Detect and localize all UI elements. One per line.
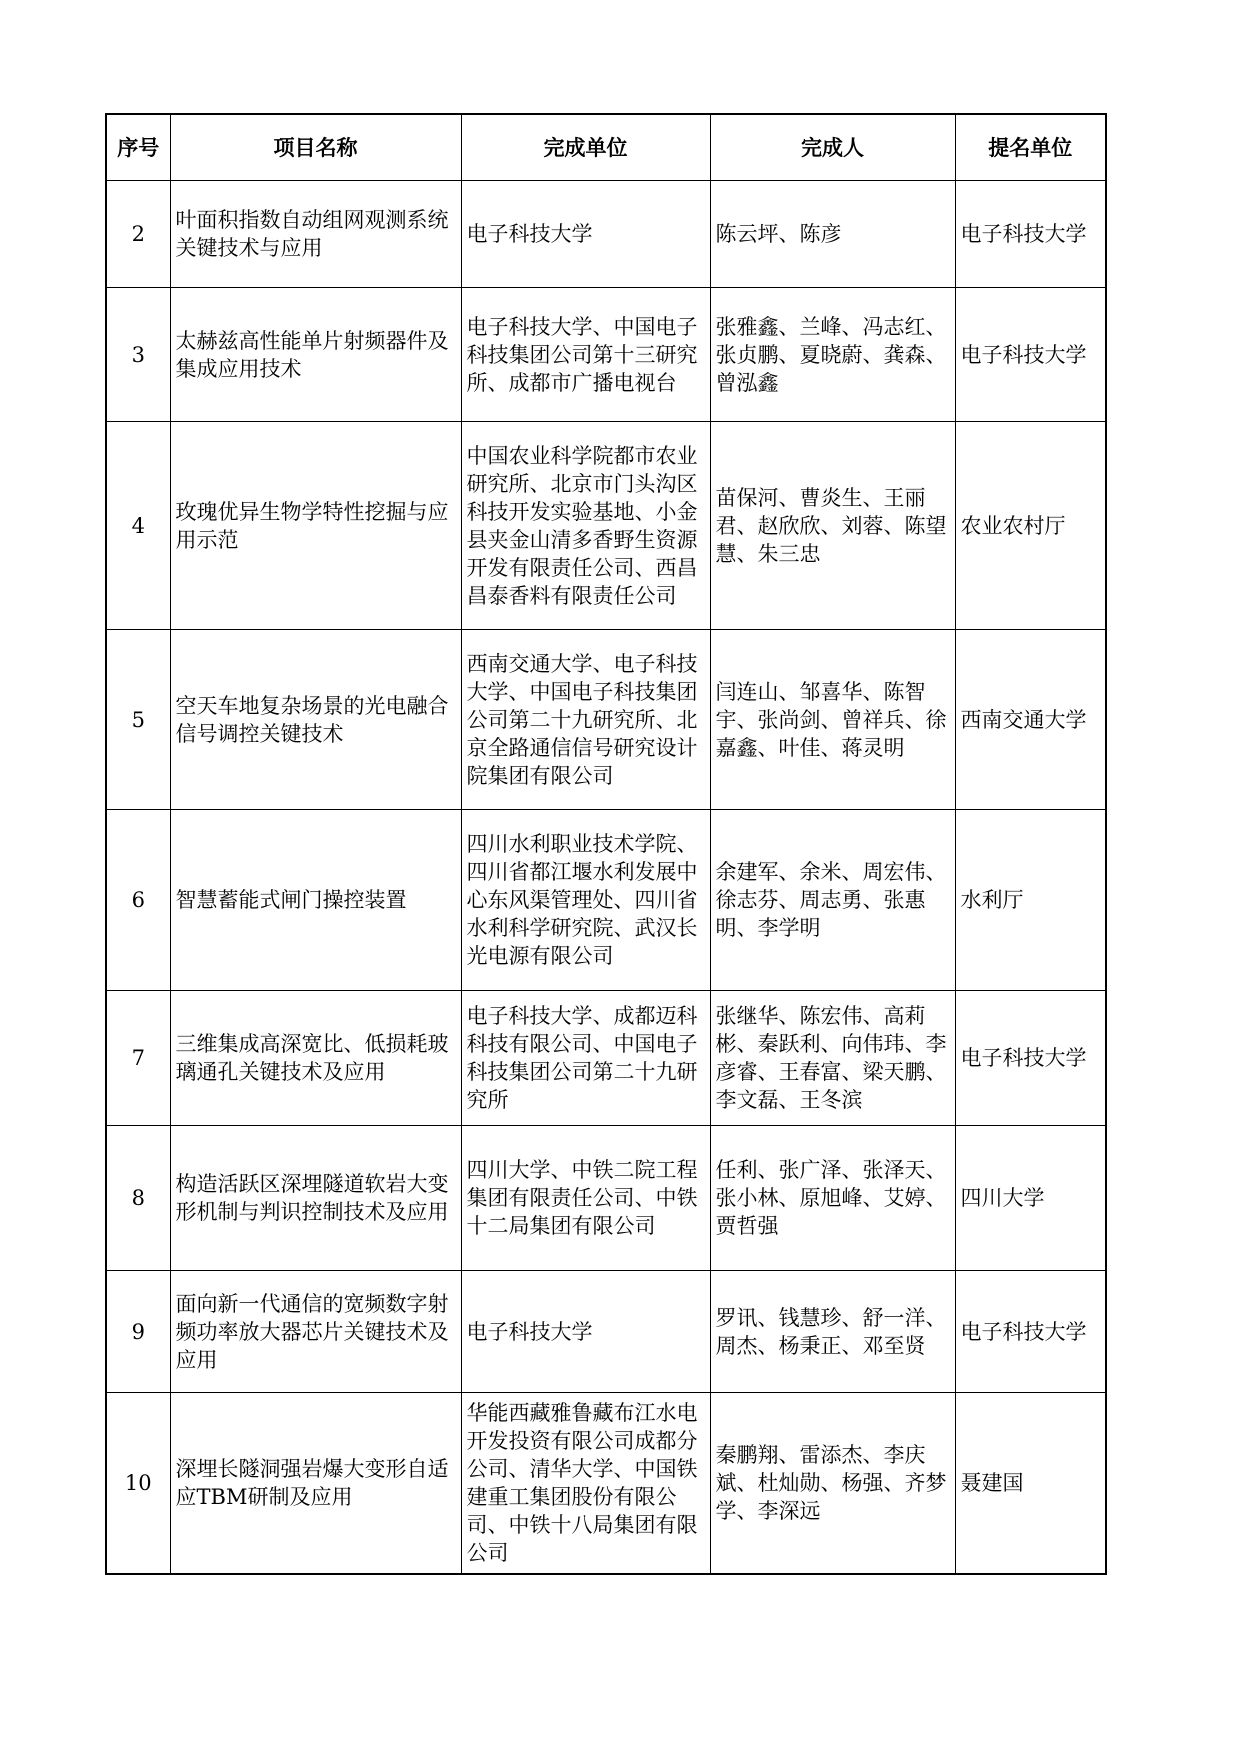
cell-completers: 罗讯、钱慧珍、舒一洋、周杰、杨秉正、邓至贤 <box>710 1271 955 1393</box>
cell-project-name: 三维集成高深宽比、低损耗玻璃通孔关键技术及应用 <box>170 991 461 1126</box>
cell-serial-number: 9 <box>106 1271 170 1393</box>
cell-nominating-unit: 农业农村厅 <box>955 422 1106 630</box>
cell-serial-number: 8 <box>106 1126 170 1271</box>
cell-completing-units: 电子科技大学、成都迈科科技有限公司、中国电子科技集团公司第二十九研究所 <box>461 991 710 1126</box>
cell-project-name: 深埋长隧洞强岩爆大变形自适应TBM研制及应用 <box>170 1393 461 1574</box>
table-row <box>106 991 1106 1126</box>
cell-nominating-unit: 聂建国 <box>955 1393 1106 1574</box>
cell-serial-number: 7 <box>106 991 170 1126</box>
cell-completing-units: 电子科技大学 <box>461 1271 710 1393</box>
cell-serial-number: 4 <box>106 422 170 630</box>
cell-serial-number: 6 <box>106 810 170 991</box>
cell-project-name: 智慧蓄能式闸门操控装置 <box>170 810 461 991</box>
cell-project-name: 叶面积指数自动组网观测系统关键技术与应用 <box>170 181 461 288</box>
table-row <box>106 422 1106 630</box>
cell-completing-units: 四川大学、中铁二院工程集团有限责任公司、中铁十二局集团有限公司 <box>461 1126 710 1271</box>
cell-completing-units: 电子科技大学 <box>461 181 710 288</box>
header-project-name: 项目名称 <box>170 114 461 181</box>
cell-nominating-unit: 电子科技大学 <box>955 288 1106 422</box>
cell-completers: 余建军、余米、周宏伟、徐志芬、周志勇、张惠明、李学明 <box>710 810 955 991</box>
table-row <box>106 1393 1106 1574</box>
cell-project-name: 太赫兹高性能单片射频器件及集成应用技术 <box>170 288 461 422</box>
cell-nominating-unit: 电子科技大学 <box>955 181 1106 288</box>
cell-nominating-unit: 电子科技大学 <box>955 991 1106 1126</box>
cell-completing-units: 四川水利职业技术学院、四川省都江堰水利发展中心东风渠管理处、四川省水利科学研究院、武汉长光电源有限公司 <box>461 810 710 991</box>
table-row <box>106 630 1106 810</box>
cell-project-name: 构造活跃区深埋隧道软岩大变形机制与判识控制技术及应用 <box>170 1126 461 1271</box>
cell-completers: 闫连山、邹喜华、陈智宇、张尚剑、曾祥兵、徐嘉鑫、叶佳、蒋灵明 <box>710 630 955 810</box>
cell-completers: 张继华、陈宏伟、高莉彬、秦跃利、向伟玮、李彦睿、王春富、梁天鹏、李文磊、王冬滨 <box>710 991 955 1126</box>
cell-completers: 秦鹏翔、雷添杰、李庆斌、杜灿勋、杨强、齐梦学、李深远 <box>710 1393 955 1574</box>
cell-completers: 陈云坪、陈彦 <box>710 181 955 288</box>
table-row <box>106 1126 1106 1271</box>
header-completers: 完成人 <box>710 114 955 181</box>
cell-nominating-unit: 西南交通大学 <box>955 630 1106 810</box>
cell-project-name: 玫瑰优异生物学特性挖掘与应用示范 <box>170 422 461 630</box>
cell-nominating-unit: 四川大学 <box>955 1126 1106 1271</box>
award-projects-table <box>105 113 1107 1575</box>
table-row <box>106 181 1106 288</box>
cell-serial-number: 10 <box>106 1393 170 1574</box>
cell-completing-units: 中国农业科学院都市农业研究所、北京市门头沟区科技开发实验基地、小金县夹金山清多香野生资源开发有限责任公司、西昌昌泰香料有限责任公司 <box>461 422 710 630</box>
cell-completers: 任利、张广泽、张泽天、张小林、原旭峰、艾婷、贾哲强 <box>710 1126 955 1271</box>
cell-nominating-unit: 水利厅 <box>955 810 1106 991</box>
table-header-row <box>106 114 1106 181</box>
cell-serial-number: 2 <box>106 181 170 288</box>
header-serial-number: 序号 <box>106 114 170 181</box>
cell-completing-units: 电子科技大学、中国电子科技集团公司第十三研究所、成都市广播电视台 <box>461 288 710 422</box>
cell-project-name: 面向新一代通信的宽频数字射频功率放大器芯片关键技术及应用 <box>170 1271 461 1393</box>
table-row <box>106 810 1106 991</box>
cell-serial-number: 3 <box>106 288 170 422</box>
cell-nominating-unit: 电子科技大学 <box>955 1271 1106 1393</box>
table-row <box>106 288 1106 422</box>
cell-completing-units: 西南交通大学、电子科技大学、中国电子科技集团公司第二十九研究所、北京全路通信信号研究设计院集团有限公司 <box>461 630 710 810</box>
header-nominating-unit: 提名单位 <box>955 114 1106 181</box>
cell-completing-units: 华能西藏雅鲁藏布江水电开发投资有限公司成都分公司、清华大学、中国铁建重工集团股份有限公司、中铁十八局集团有限公司 <box>461 1393 710 1574</box>
cell-serial-number: 5 <box>106 630 170 810</box>
cell-completers: 苗保河、曹炎生、王丽君、赵欣欣、刘蓉、陈望慧、朱三忠 <box>710 422 955 630</box>
cell-project-name: 空天车地复杂场景的光电融合信号调控关键技术 <box>170 630 461 810</box>
cell-completers: 张雅鑫、兰峰、冯志红、张贞鹏、夏晓蔚、龚森、曾泓鑫 <box>710 288 955 422</box>
header-completing-units: 完成单位 <box>461 114 710 181</box>
table-row <box>106 1271 1106 1393</box>
